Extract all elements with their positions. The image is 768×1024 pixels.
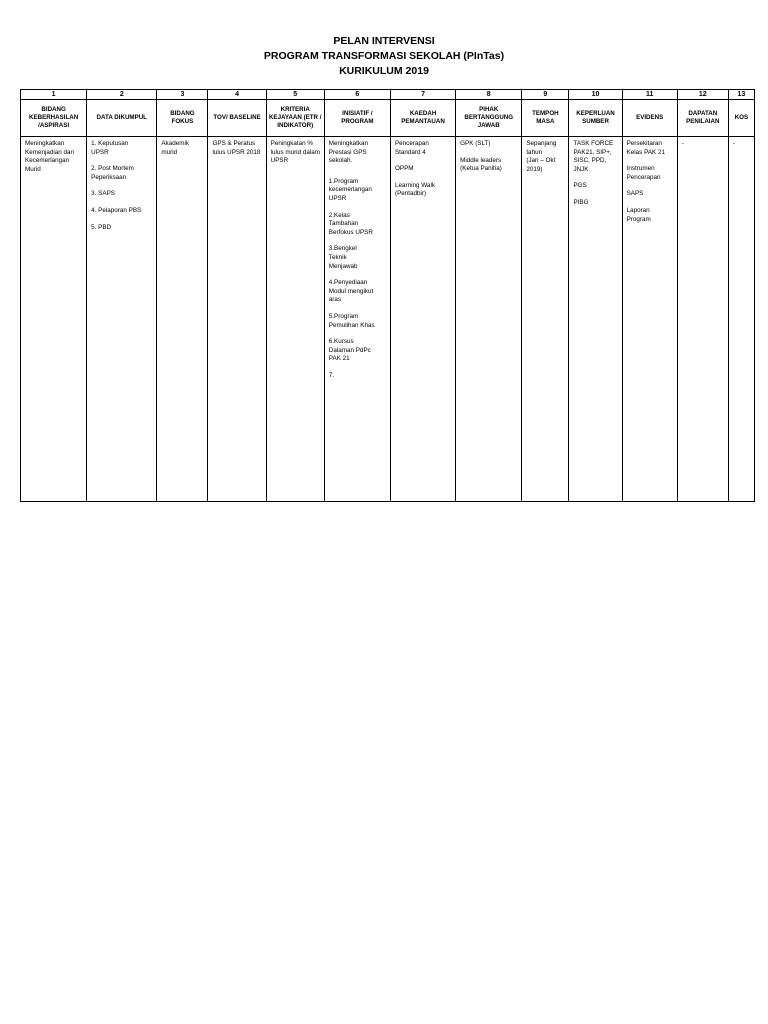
col-header-inisiatif-program: INISIATIF / PROGRAM <box>324 100 390 137</box>
cell-data-dikumpul <box>87 137 157 502</box>
col-header-tempoh-masa: TEMPOH MASA <box>522 100 569 137</box>
col-header-tov-baseline: TOV/ BASELINE <box>208 100 266 137</box>
list-item: 7. <box>328 371 335 379</box>
col-header-kaedah-pemantauan: KAEDAH PEMANTAUAN <box>390 100 455 137</box>
intervention-plan-table <box>20 89 755 502</box>
cell-text: - <box>732 140 735 147</box>
cell-text: GPS & Peratus lulus UPSR 2018 <box>212 140 261 156</box>
list-item: PIBG <box>573 198 589 206</box>
list-item: Pencerapan Standard 4 <box>394 140 429 156</box>
col-header-bidang-fokus: BIDANG FOKUS <box>157 100 208 137</box>
cell-kaedah-pemantauan <box>390 137 455 502</box>
col-number: 12 <box>677 90 728 100</box>
list-item: Laporan Program <box>626 206 651 223</box>
cell-text: Meningkatkan Kemenjadian dan <box>25 140 75 156</box>
cell-text: Akademik murid <box>161 140 190 156</box>
col-number: 5 <box>266 90 324 100</box>
list-item: TASK FORCE PAK21, SIP+, SISC, PPD, JNJK <box>573 140 614 173</box>
col-number: 13 <box>728 90 754 100</box>
cell-dapatan-penilaian <box>677 137 728 502</box>
list-item: 3. SAPS <box>91 190 115 198</box>
col-header-pihak-bertanggungjawab: PIHAK BERTANGGUNG JAWAB <box>456 100 522 137</box>
title-line-2: PROGRAM TRANSFORMASI SEKOLAH (PInTas) <box>263 50 505 62</box>
column-header-row <box>21 100 755 137</box>
list-item: 1. Keputusan UPSR <box>91 140 129 156</box>
cell-text: Peningkatan % lulus murid dalam UPSR <box>270 140 320 165</box>
list-item: 5. PBD <box>91 223 112 231</box>
cell-evidens <box>622 137 677 502</box>
list-item: Instrumen Pencerapan <box>626 165 661 181</box>
col-number: 3 <box>157 90 208 100</box>
cell-text: Meningkatkan Prestasi GPS sekolah. <box>328 140 369 165</box>
cell-text: Sepanjang tahun (Jan – Okt 2019) <box>526 140 557 173</box>
list-item: 3.Bengkel Teknik Menjawab <box>328 245 358 270</box>
col-header-kos: KOS <box>728 100 754 137</box>
title-line-1: PELAN INTERVENSI <box>333 35 435 47</box>
col-header-dapatan-penilaian: DAPATAN PENILAIAN <box>677 100 728 137</box>
list-item: Persekitaran Kelas PAK 21 <box>626 140 665 156</box>
title-line-3: KURIKULUM 2019 <box>339 65 429 77</box>
list-item: SAPS <box>626 190 644 198</box>
table-row <box>21 137 755 502</box>
col-header-bidang-keberhasilan: BIDANG KEBERHASILAN /ASPIRASI <box>21 100 87 137</box>
column-number-row <box>21 90 755 100</box>
document-title <box>0 34 768 79</box>
col-number: 4 <box>208 90 266 100</box>
cell-kos <box>728 137 754 502</box>
list-item: 2. Post Mortem Peperiksaan <box>91 165 134 181</box>
list-item: 6.Kursus Dalaman PdPc PAK 21 <box>328 338 371 363</box>
cell-inisiatif-program <box>324 137 390 502</box>
col-header-evidens: EVIDENS <box>622 100 677 137</box>
cell-tempoh-masa <box>522 137 569 502</box>
col-number: 6 <box>324 90 390 100</box>
list-item: OPPM <box>394 165 414 173</box>
cell-text: - <box>681 140 684 147</box>
col-number: 7 <box>390 90 455 100</box>
list-item: 4.Penyediaan Modul mengikut aras <box>328 279 374 304</box>
col-number: 10 <box>569 90 622 100</box>
list-item: 1.Program kecemerlangan UPSR <box>328 177 372 202</box>
col-number: 2 <box>87 90 157 100</box>
list-item: 5.Program Pemulihan Khas <box>328 312 375 329</box>
col-header-data-dikumpul: DATA DIKUMPUL <box>87 100 157 137</box>
cell-pihak-bertanggungjawab <box>456 137 522 502</box>
list-item: Middle leaders (Ketua Panitia) <box>460 156 502 173</box>
col-header-keperluan-sumber: KEPERLUAN SUMBER <box>569 100 622 137</box>
cell-tov-baseline <box>208 137 266 502</box>
list-item: PGS <box>573 182 587 190</box>
cell-bidang-fokus <box>157 137 208 502</box>
col-number: 9 <box>522 90 569 100</box>
cell-text: Kecemerlangan Murid <box>25 157 70 173</box>
list-item: 2.Kelas Tambahan Berfokus UPSR <box>328 211 373 236</box>
col-header-kriteria-kejayaan: KRITERIA KEJAYAAN (ETR / INDIKATOR) <box>266 100 324 137</box>
cell-keperluan-sumber <box>569 137 622 502</box>
col-number: 11 <box>622 90 677 100</box>
cell-kriteria-kejayaan <box>266 137 324 502</box>
list-item: Learning Walk (Pentadbir) <box>394 181 435 198</box>
col-number: 1 <box>21 90 87 100</box>
col-number: 8 <box>456 90 522 100</box>
cell-bidang-keberhasilan <box>21 137 87 502</box>
list-item: GPK (SLT) <box>460 140 491 147</box>
list-item: 4. Pelaporan PBS <box>91 206 142 214</box>
